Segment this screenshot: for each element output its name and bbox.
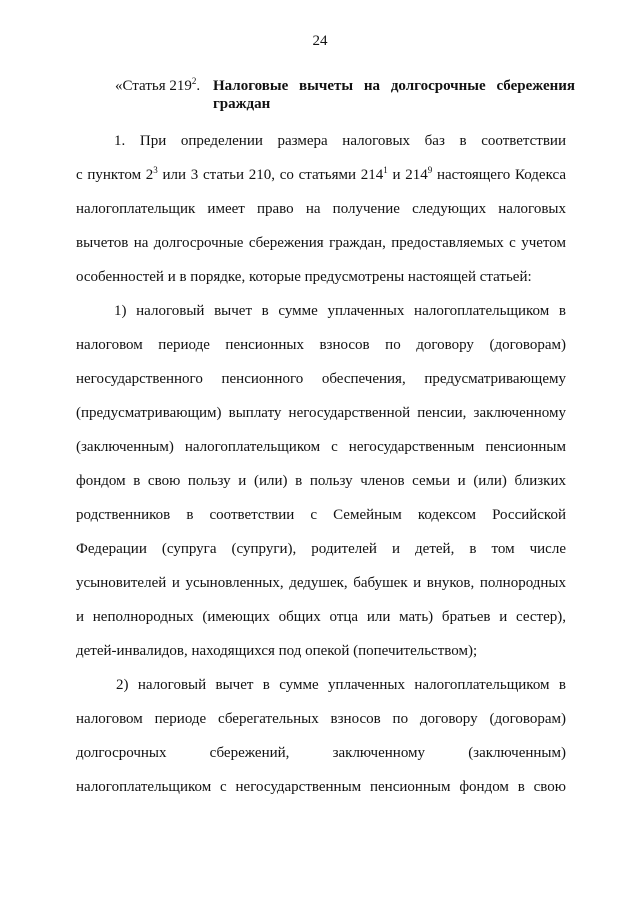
text-line: негосударственного пенсионного обеспечения, предусматривающему (76, 371, 566, 387)
paragraph-3 (76, 668, 566, 804)
text-line: и неполнородных (имеющих общих отца или мать) братьев и сестер), (76, 609, 566, 625)
superscript: 9 (427, 165, 433, 175)
text-line: 1. При определении размера налоговых баз в соответствии (114, 133, 566, 149)
text-line: родственников в соответствии с Семейным кодексом Российской (76, 507, 566, 523)
paragraph-2 (76, 294, 566, 668)
article-prefix: «Статья 219 (115, 78, 192, 94)
text-fragment: с пунктом 2 (76, 167, 154, 183)
text-line: усыновителей и усыновленных, дедушек, бабушек и внуков, полнородных (76, 575, 566, 591)
article-prefix-tail: . (196, 78, 201, 94)
text-line: налогоплательщиком с негосударственным пенсионным фондом в свою (76, 779, 566, 795)
article-heading (115, 77, 575, 113)
text-line: долгосрочных сбережений, заключенному (заключенным) (76, 745, 566, 761)
article-number (115, 77, 213, 95)
article-title: Налоговые вычеты на долгосрочные сбережения граждан (213, 78, 575, 112)
text-line: Федерации (супруга (супруги), родителей и детей, в том числе (76, 541, 566, 557)
page-number: 24 (312, 33, 328, 49)
document-body (76, 124, 566, 804)
text-line: детей-инвалидов, находящихся под опекой (попечительством); (76, 643, 478, 659)
text-fragment: или 3 статьи 210, со статьями 214 (157, 167, 384, 183)
text-line: (заключенным) налогоплательщиком с негосударственным пенсионным (76, 439, 566, 455)
text-line: налоговом периоде пенсионных взносов по договору (договорам) (76, 337, 566, 353)
superscript: 1 (383, 165, 388, 175)
text-fragment: настоящего Кодекса (432, 167, 566, 183)
paragraph-1 (76, 124, 566, 294)
text-line: фондом в свою пользу и (или) в пользу членов семьи и (или) близких (76, 473, 566, 489)
text-line: 2) налоговый вычет в сумме уплаченных налогоплательщиком в (116, 677, 566, 693)
text-line: (предусматривающим) выплату негосударственной пенсии, заключенному (76, 405, 566, 421)
superscript: 3 (153, 165, 158, 175)
text-line: особенностей и в порядке, которые предусмотрены настоящей статьей: (76, 269, 532, 285)
text-line: вычетов на долгосрочные сбережения граждан, предоставляемых с учетом (76, 235, 566, 251)
article-number-superscript: 2 (191, 76, 197, 86)
text-line: 1) налоговый вычет в сумме уплаченных налогоплательщиком в (114, 303, 566, 319)
text-fragment: и 214 (387, 167, 428, 183)
text-line (76, 158, 566, 192)
text-line: налоговом периоде сберегательных взносов по договору (договорам) (76, 711, 566, 727)
text-line: налогоплательщик имеет право на получение следующих налоговых (76, 201, 566, 217)
